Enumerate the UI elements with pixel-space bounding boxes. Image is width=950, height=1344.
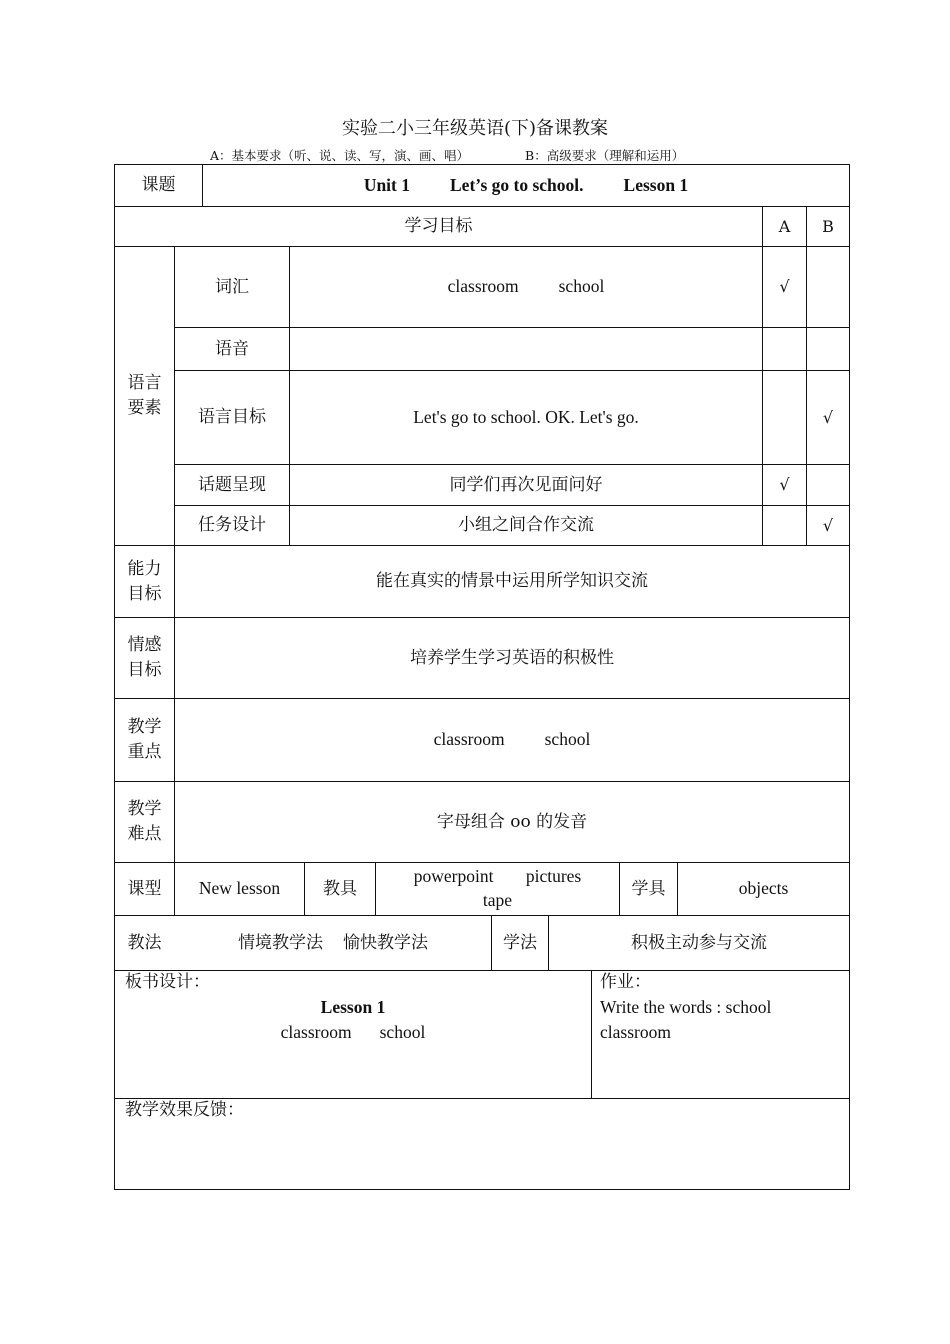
language-goal-check-b: √ [822, 407, 834, 427]
vocabulary-label: 词汇 [215, 276, 249, 297]
teaching-aids-value: powerpoint pictures tape [413, 866, 582, 910]
pronunciation-check-a [763, 328, 806, 370]
learning-method-label: 学法 [503, 932, 537, 953]
lesson-type-label: 课型 [127, 878, 162, 899]
topic-label: 课题 [141, 175, 176, 196]
teaching-feedback-label: 教学效果反馈： [125, 1100, 244, 1120]
emotion-goal-label: 情感 目标 [127, 635, 162, 680]
unit-title: Let’s go to school. [450, 174, 584, 195]
difficulty-label: 教学 难点 [127, 799, 162, 844]
requirements-legend [210, 146, 684, 164]
homework-line-1: Write the words : school [600, 997, 772, 1017]
topic-presentation-check-b [807, 465, 849, 505]
objectives-header: 学习目标 [404, 216, 473, 237]
student-aids-value: objects [738, 878, 789, 899]
task-design-check-b: √ [822, 515, 834, 535]
grid-line [114, 1189, 850, 1190]
task-design-check-a [763, 506, 806, 545]
ability-goal-content: 能在真实的情景中运用所学知识交流 [376, 571, 648, 592]
requirement-a: A：基本要求（听、说、读、写，演、画、唱） [210, 148, 470, 163]
homework-line-2: classroom [600, 1022, 671, 1042]
student-aids-label: 学具 [631, 878, 666, 899]
topic-presentation-content: 同学们再次见面问好 [449, 474, 603, 495]
column-b-header: B [822, 216, 834, 236]
column-a-header: A [778, 216, 791, 236]
pronunciation-check-b [807, 328, 849, 370]
board-words: classroom school [280, 1022, 426, 1043]
topic-presentation-label: 话题呈现 [198, 474, 266, 495]
lesson-type-value: New lesson [198, 878, 281, 899]
teaching-aids-label: 教具 [323, 878, 357, 899]
homework-label: 作业： [600, 972, 651, 992]
emotion-goal-content: 培养学生学习英语的积极性 [410, 647, 614, 668]
difficulty-content: 字母组合 oo 的发音 [436, 811, 588, 832]
key-points-label: 教学 重点 [127, 717, 162, 762]
learning-method-value: 积极主动参与交流 [631, 932, 767, 953]
key-points-content: classroom school [433, 729, 591, 750]
teaching-method-value: 情境教学法 愉快教学法 [238, 932, 428, 953]
requirement-b: B：高级要求（理解和运用） [525, 148, 685, 163]
ability-goal-label: 能力 目标 [127, 558, 162, 604]
language-elements-label: 语言 要素 [127, 373, 162, 418]
vocabulary-check-b [807, 247, 849, 327]
grid-line [849, 164, 850, 1190]
unit-number: Unit 1 [363, 174, 410, 195]
topic-title [203, 165, 849, 206]
language-goal-content: Let's go to school. OK. Let's go. [413, 406, 639, 427]
topic-presentation-check-a: √ [779, 475, 790, 495]
board-title: Lesson 1 [320, 997, 386, 1018]
pronunciation-label: 语音 [215, 338, 249, 359]
task-design-content: 小组之间合作交流 [458, 515, 594, 536]
task-design-label: 任务设计 [198, 515, 266, 536]
vocabulary-content: classroom school [447, 276, 605, 297]
language-goal-check-a [763, 371, 806, 464]
board-design-label: 板书设计： [125, 972, 210, 992]
teaching-method-label: 教法 [127, 932, 162, 953]
page-title: 实验二小三年级英语(下)备课教案 [341, 118, 609, 139]
lesson-number: Lesson 1 [623, 174, 689, 195]
vocabulary-check-a: √ [779, 277, 790, 297]
language-goal-label: 语言目标 [198, 407, 266, 428]
